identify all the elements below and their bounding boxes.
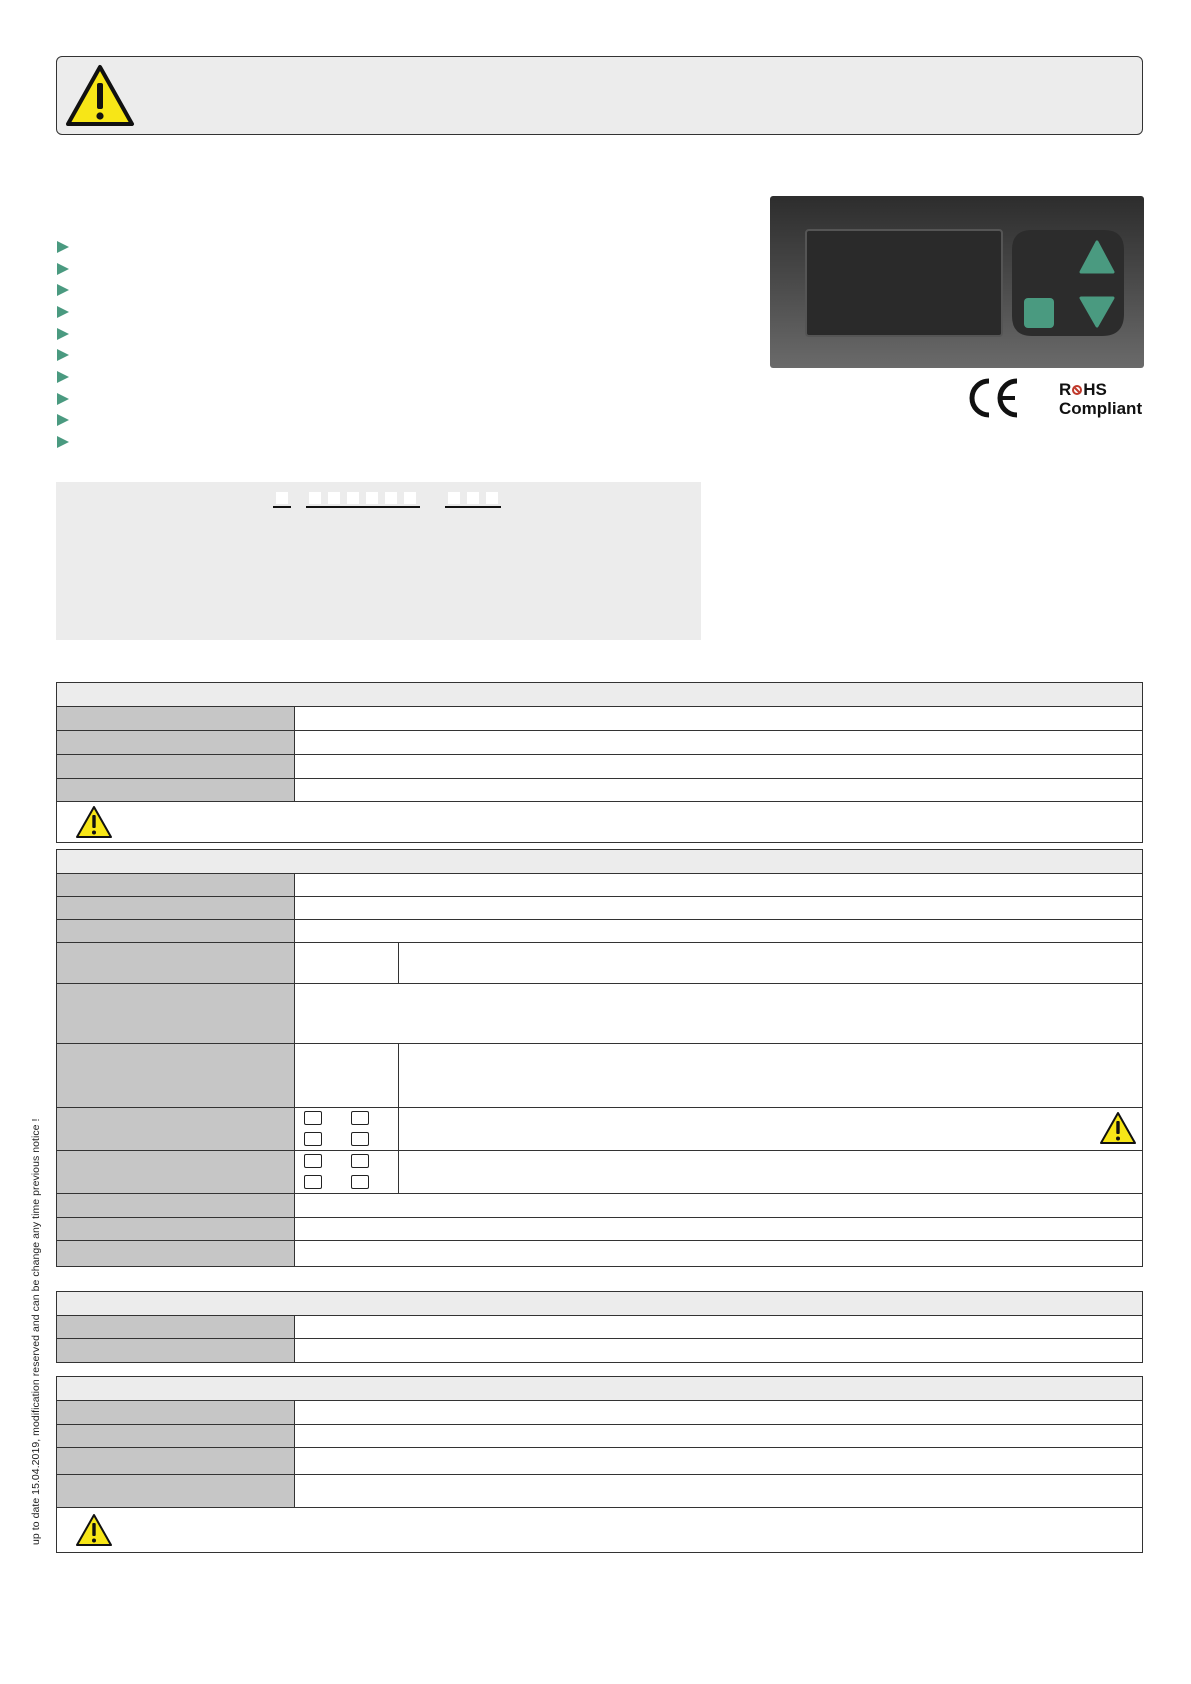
spec-table-inputs-outputs — [56, 849, 1143, 1267]
table-row — [57, 1425, 1142, 1448]
green-play-arrow-icon — [56, 240, 70, 254]
green-play-arrow-icon — [56, 327, 70, 341]
table-row — [57, 707, 1142, 731]
green-play-arrow-icon — [56, 413, 70, 427]
table-row-warning-note — [57, 1508, 1142, 1552]
option-checkbox[interactable] — [351, 1154, 369, 1168]
order-code-slot — [445, 490, 501, 508]
table-row — [57, 1475, 1142, 1508]
table-row-warning-note — [57, 802, 1142, 842]
table-row — [57, 1339, 1142, 1362]
green-play-arrow-icon — [56, 370, 70, 384]
warning-banner — [56, 56, 1143, 135]
green-play-arrow-icon — [56, 305, 70, 319]
revision-side-note: up to date 15.04.2019, modification reserved and can be change any time previous notice ! — [30, 1118, 42, 1545]
section-header — [57, 850, 1142, 874]
table-row — [57, 1401, 1142, 1425]
order-code-slot — [306, 490, 420, 508]
table-row — [57, 1448, 1142, 1475]
table-row — [57, 779, 1142, 802]
spec-table-communication — [56, 1291, 1143, 1363]
table-row — [57, 1241, 1142, 1266]
table-row — [57, 731, 1142, 755]
set-square-icon — [1024, 298, 1054, 328]
option-checkbox[interactable] — [351, 1175, 369, 1189]
green-play-arrow-icon — [56, 435, 70, 449]
option-checkbox[interactable] — [351, 1132, 369, 1146]
option-checkbox[interactable] — [304, 1175, 322, 1189]
section-header — [57, 683, 1142, 707]
spec-table-environment — [56, 1376, 1143, 1553]
table-row-checkbox-options — [57, 1108, 1142, 1151]
table-row — [57, 1218, 1142, 1241]
table-row — [57, 984, 1142, 1044]
table-row-checkbox-options — [57, 1151, 1142, 1194]
table-row — [57, 755, 1142, 779]
spec-table-power — [56, 682, 1143, 843]
ce-mark-logo — [965, 375, 1021, 426]
order-code-panel — [56, 482, 701, 640]
rohs-compliant-badge: R HS Compliant — [1059, 380, 1143, 418]
section-header — [57, 1377, 1142, 1401]
green-play-arrow-icon — [56, 283, 70, 297]
warning-triangle-icon — [1098, 1110, 1138, 1151]
controller-device-image — [770, 196, 1144, 373]
warning-triangle-icon — [74, 804, 114, 845]
green-play-arrow-icon — [56, 392, 70, 406]
warning-triangle-icon — [65, 63, 135, 132]
table-row — [57, 1044, 1142, 1108]
table-row — [57, 943, 1142, 984]
table-row — [57, 897, 1142, 920]
warning-triangle-icon — [74, 1512, 114, 1553]
option-checkbox[interactable] — [304, 1154, 322, 1168]
table-row — [57, 920, 1142, 943]
order-code-slot — [273, 490, 291, 508]
option-checkbox[interactable] — [304, 1132, 322, 1146]
green-play-arrow-icon — [56, 262, 70, 276]
certification-marks — [965, 375, 1145, 425]
section-header — [57, 1292, 1142, 1316]
table-row — [57, 1316, 1142, 1339]
table-row — [57, 874, 1142, 897]
option-checkbox[interactable] — [351, 1111, 369, 1125]
table-row — [57, 1194, 1142, 1218]
green-play-arrow-icon — [56, 348, 70, 362]
option-checkbox[interactable] — [304, 1111, 322, 1125]
